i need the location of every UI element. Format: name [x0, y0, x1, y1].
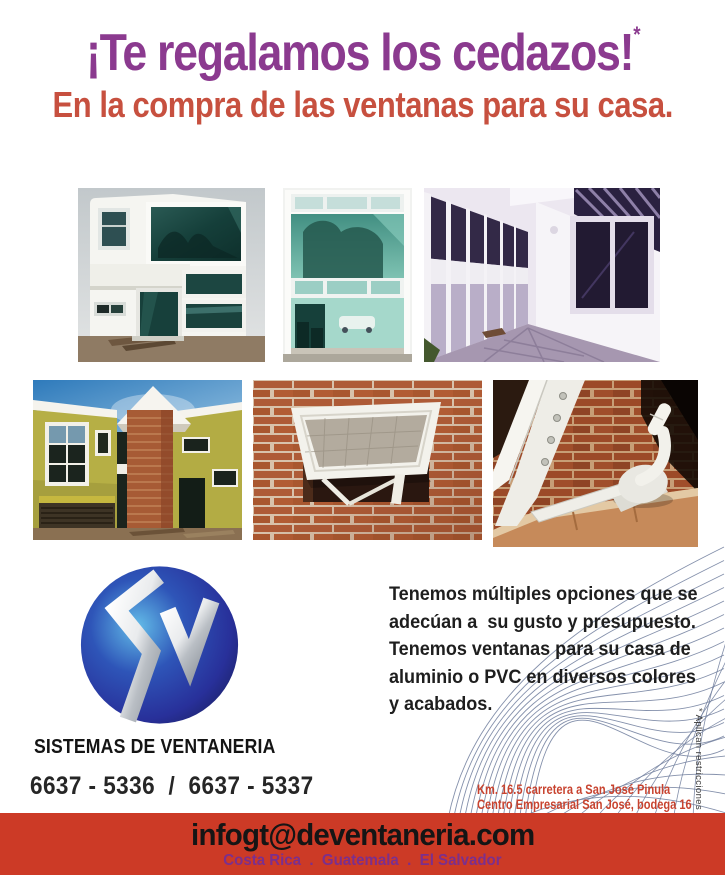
sv-logo [76, 564, 243, 726]
headline-main: ¡Te regalamos los cedazos! [85, 24, 634, 82]
promo-line: adecúan a su gusto y presupuesto. [389, 611, 696, 633]
logo-sphere [81, 566, 238, 723]
phone-numbers: 6637 - 5336 / 6637 - 5337 [30, 772, 314, 800]
headline-text [86, 22, 639, 83]
photo-white-modern-house-illustration [78, 188, 265, 362]
promo-line: Tenemos múltiples opciones que se [389, 584, 698, 605]
photo-green-glass-facade-illustration [283, 188, 412, 362]
promo-paragraph [389, 581, 714, 719]
promo-line: y acabados. [389, 694, 493, 715]
photo-awning-window-illustration [253, 380, 482, 540]
photo-white-modern-house [78, 188, 265, 362]
restrictions-note: * Aplican restricciones [693, 708, 704, 811]
headline [0, 22, 725, 83]
photo-green-glass-facade [283, 188, 412, 362]
subheadline [0, 84, 725, 126]
address-line-2: Centro Empresarial San José, bodega 16 [477, 796, 692, 812]
photo-yellow-brick-house-illustration [33, 380, 242, 540]
photo-window-crank-closeup [493, 380, 698, 547]
photo-yellow-brick-house [33, 380, 242, 540]
contact-email: infogt@deventaneria.com [190, 817, 535, 852]
promo-line: Tenemos ventanas para su casa de [389, 639, 691, 660]
photo-window-crank-closeup-illustration [493, 380, 698, 547]
photo-windowed-corridor-illustration [424, 188, 660, 362]
company-name: SISTEMAS DE VENTANERIA [34, 735, 276, 758]
promo-line: aluminio o PVC en diversos colores [389, 666, 696, 688]
photo-windowed-corridor [424, 188, 660, 362]
subheadline-text: En la compra de las ventanas para su casa. [52, 84, 673, 125]
photo-awning-window [253, 380, 482, 540]
address-line-1: Km. 16.5 carretera a San José Pinula [477, 782, 671, 797]
headline-asterisk: * [633, 22, 640, 47]
footer-bar [0, 813, 725, 875]
countries-line: Costa Rica . Guatemala . El Salvador [223, 852, 502, 869]
address-block [477, 783, 725, 812]
